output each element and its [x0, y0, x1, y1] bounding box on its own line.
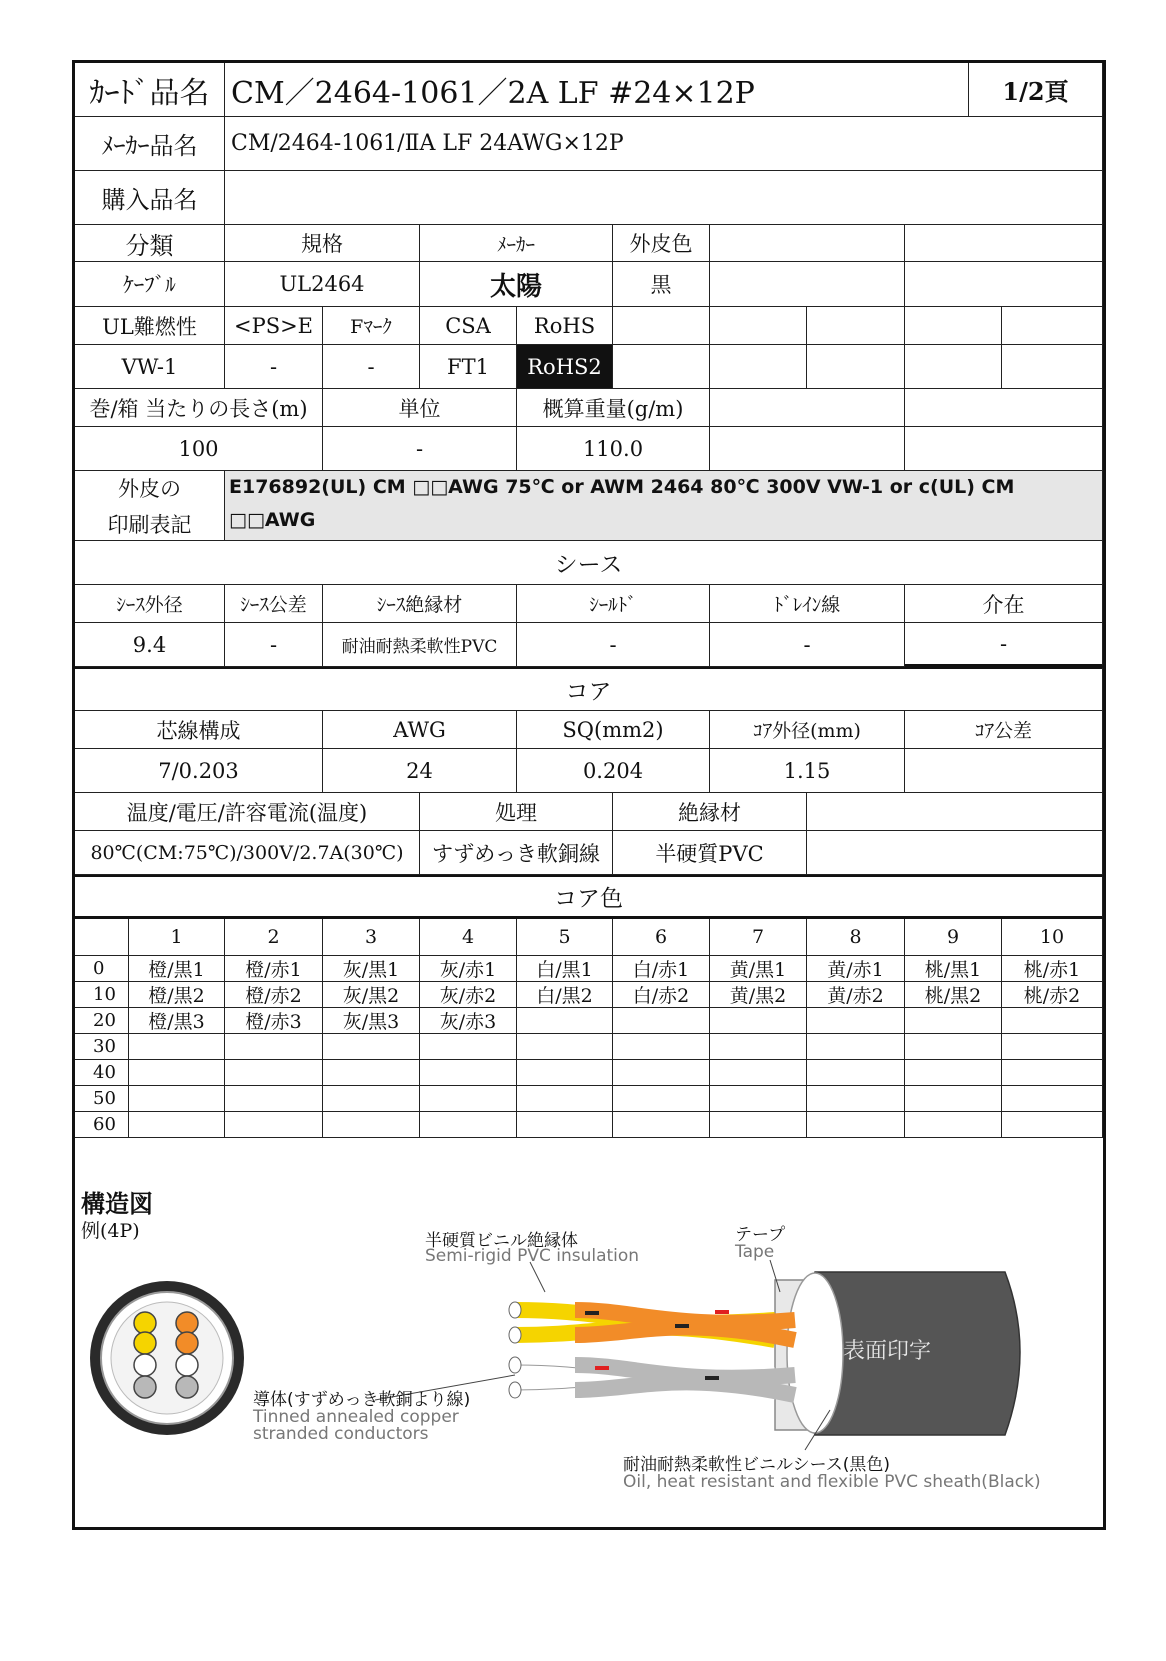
- color-cell: [1002, 1060, 1103, 1086]
- drain-header: ﾄﾞﾚｲﾝ線: [710, 585, 905, 623]
- surface-print-label: 表面印字: [843, 1339, 932, 1364]
- color-cell: [905, 1034, 1002, 1060]
- core-od-value: 1.15: [710, 749, 905, 793]
- color-cell: 桃/赤2: [1002, 982, 1103, 1008]
- printing-value: [225, 471, 1103, 541]
- color-col-header: 7: [710, 919, 807, 956]
- color-cell: [1002, 1008, 1103, 1034]
- fmark-header: Fﾏｰｸ: [323, 307, 420, 345]
- sheath-title: シース: [75, 541, 1103, 585]
- blank-cell: [905, 307, 1002, 345]
- color-cell: [225, 1086, 323, 1112]
- color-cell: [225, 1060, 323, 1086]
- color-cell: 灰/黒3: [323, 1008, 420, 1034]
- color-cell: 白/黒1: [517, 956, 613, 982]
- drain-value: -: [710, 623, 905, 667]
- color-cell: [807, 1112, 905, 1138]
- color-cell: [613, 1086, 710, 1112]
- sheath-tol-header: ｼｰｽ公差: [225, 585, 323, 623]
- rohs-value: RoHS2: [517, 345, 613, 389]
- color-cell: 白/赤1: [613, 956, 710, 982]
- color-cell: [129, 1086, 225, 1112]
- weight-value: 110.0: [517, 427, 710, 471]
- color-row-label: 0: [75, 956, 129, 982]
- maker-name-value: CM/2464-1061/ⅡA LF 24AWG×12P: [225, 117, 1103, 171]
- shield-value: -: [517, 623, 710, 667]
- color-cell: 橙/赤2: [225, 982, 323, 1008]
- structure-title: 構造図: [81, 1189, 153, 1218]
- purchase-name-label: 購入品名: [75, 171, 225, 225]
- sq-value: 0.204: [517, 749, 710, 793]
- color-cell: 白/黒2: [517, 982, 613, 1008]
- color-cell: [710, 1034, 807, 1060]
- temp-value: 80℃(CM:75℃)/300V/2.7A(30℃): [75, 831, 420, 875]
- unit-header: 単位: [323, 389, 517, 427]
- color-col-header: 3: [323, 919, 420, 956]
- color-col-header: 9: [905, 919, 1002, 956]
- awg-value: 24: [323, 749, 517, 793]
- color-cell: 黄/赤2: [807, 982, 905, 1008]
- maker-value: 太陽: [420, 262, 613, 307]
- sheath-tol-value: -: [225, 623, 323, 667]
- insulation-value: 半硬質PVC: [613, 831, 807, 875]
- sheath-ins-value: 耐油耐熱柔軟性PVC: [323, 623, 517, 667]
- color-cell: 橙/黒3: [129, 1008, 225, 1034]
- blank-cell: [807, 345, 905, 389]
- color-cell: 桃/黒2: [905, 982, 1002, 1008]
- color-cell: 桃/黒1: [905, 956, 1002, 982]
- pse-header: <PS>E: [225, 307, 323, 345]
- color-cell: [129, 1112, 225, 1138]
- color-cell: [517, 1060, 613, 1086]
- tape-label-en: Tape: [735, 1242, 775, 1262]
- strand-header: 芯線構成: [75, 711, 323, 749]
- structure-diagram: [75, 1180, 1103, 1527]
- color-cell: [323, 1112, 420, 1138]
- ul-flame-value: VW-1: [75, 345, 225, 389]
- color-cell: [613, 1008, 710, 1034]
- color-cell: [420, 1086, 517, 1112]
- blank-cell: [1002, 345, 1103, 389]
- insulation-header: 絶縁材: [613, 793, 807, 831]
- blank-cell: [710, 345, 807, 389]
- sheath-od-value: 9.4: [75, 623, 225, 667]
- color-cell: [129, 1034, 225, 1060]
- color-cell: [807, 1034, 905, 1060]
- color-cell: [613, 1034, 710, 1060]
- color-cell: [420, 1112, 517, 1138]
- printing-label-line1: 外皮の: [118, 476, 181, 501]
- color-col-header: 10: [1002, 919, 1103, 956]
- bunrui-value: ｹｰﾌﾞﾙ: [75, 262, 225, 307]
- kikaku-value: UL2464: [225, 262, 420, 307]
- color-cell: 黄/黒1: [710, 956, 807, 982]
- fmark-value: -: [323, 345, 420, 389]
- conductor-label-en1: Tinned annealed copper: [253, 1407, 459, 1427]
- sheath-color-value: 黒: [613, 262, 710, 307]
- blank-cell: [807, 307, 905, 345]
- blank-cell: [710, 427, 905, 471]
- color-cell: 灰/赤3: [420, 1008, 517, 1034]
- filler-value: -: [905, 623, 1103, 667]
- cross-section: [90, 1281, 244, 1435]
- color-cell: [905, 1086, 1002, 1112]
- color-cell: [613, 1060, 710, 1086]
- sheath-label-en: Oil, heat resistant and flexible PVC sheath(Black): [623, 1472, 1041, 1492]
- insulation-label-en: Semi-rigid PVC insulation: [425, 1246, 640, 1266]
- color-cell: [420, 1060, 517, 1086]
- color-cell: [517, 1086, 613, 1112]
- blank-cell: [710, 389, 905, 427]
- printing-label-line2: 印刷表記: [107, 512, 192, 537]
- blank-cell: [710, 225, 905, 262]
- treatment-header: 処理: [420, 793, 613, 831]
- color-cell: 橙/赤1: [225, 956, 323, 982]
- rohs-header: RoHS: [517, 307, 613, 345]
- core-tol-value: [905, 749, 1103, 793]
- cable-side-view: [509, 1272, 1020, 1435]
- printing-line1: E176892(UL) CM □□AWG 75℃ or AWM 2464 80℃ 300V VW-1 or c(UL) CM □□AWG: [229, 476, 1015, 531]
- blank-cell: [905, 225, 1103, 262]
- core-tol-header: ｺｱ公差: [905, 711, 1103, 749]
- color-row-label: 60: [75, 1112, 129, 1138]
- color-cell: 黄/赤1: [807, 956, 905, 982]
- color-cell: [710, 1086, 807, 1112]
- color-cell: 灰/黒2: [323, 982, 420, 1008]
- leader-line: [530, 1262, 545, 1292]
- color-cell: [1002, 1086, 1103, 1112]
- color-col-header: 8: [807, 919, 905, 956]
- color-cell: [129, 1060, 225, 1086]
- csa-header: CSA: [420, 307, 517, 345]
- tape-label-jp: テープ: [735, 1225, 786, 1245]
- color-row-label: 40: [75, 1060, 129, 1086]
- sq-header: SQ(mm2): [517, 711, 710, 749]
- color-cell: 黄/黒2: [710, 982, 807, 1008]
- color-cell: [807, 1060, 905, 1086]
- color-row-label: 10: [75, 982, 129, 1008]
- blank-cell: [710, 307, 807, 345]
- page-number: 1/2頁: [969, 63, 1103, 117]
- color-cell: [807, 1086, 905, 1112]
- color-row-label: 50: [75, 1086, 129, 1112]
- length-value: 100: [75, 427, 323, 471]
- blank-cell: [905, 262, 1103, 307]
- strand-value: 7/0.203: [75, 749, 323, 793]
- color-cell: 白/赤2: [613, 982, 710, 1008]
- core-title: コア: [75, 667, 1103, 711]
- color-cell: [710, 1060, 807, 1086]
- color-cell: [517, 1034, 613, 1060]
- maker-header: ﾒｰｶｰ: [420, 225, 613, 262]
- blank-cell: [905, 427, 1103, 471]
- color-cell: [1002, 1112, 1103, 1138]
- maker-name-label: ﾒｰｶｰ品名: [75, 117, 225, 171]
- blank-cell: [905, 389, 1103, 427]
- color-cell: 橙/黒2: [129, 982, 225, 1008]
- awg-header: AWG: [323, 711, 517, 749]
- color-cell: 灰/赤1: [420, 956, 517, 982]
- treatment-value: すずめっき軟銅線: [420, 831, 613, 875]
- blank-cell: [807, 831, 1103, 875]
- card-name-value: CM／2464-1061／2A LF #24×12P: [225, 63, 969, 117]
- blank-cell: [1002, 307, 1103, 345]
- blank-cell: [613, 307, 710, 345]
- color-cell: [323, 1060, 420, 1086]
- filler-header: 介在: [905, 585, 1103, 623]
- blank-cell: [710, 262, 905, 307]
- shield-header: ｼｰﾙﾄﾞ: [517, 585, 710, 623]
- color-cell: [905, 1112, 1002, 1138]
- blank-cell: [807, 793, 1103, 831]
- blank-cell: [613, 345, 710, 389]
- color-cell: [905, 1008, 1002, 1034]
- conductor-label-jp: 導体(すずめっき軟銅より線): [253, 1390, 471, 1410]
- color-cell: [225, 1112, 323, 1138]
- sheath-color-header: 外皮色: [613, 225, 710, 262]
- insulation-label-jp: 半硬質ビニル絶縁体: [425, 1231, 578, 1251]
- color-cell: 灰/黒1: [323, 956, 420, 982]
- color-col-header: 6: [613, 919, 710, 956]
- color-cell: 橙/黒1: [129, 956, 225, 982]
- spec-sheet: [72, 60, 1106, 1530]
- pse-value: -: [225, 345, 323, 389]
- card-name-label: ｶｰﾄﾞ品名: [75, 63, 225, 117]
- color-cell: [420, 1034, 517, 1060]
- purchase-name-value: [225, 171, 1103, 225]
- color-row-label: 20: [75, 1008, 129, 1034]
- color-cell: [710, 1008, 807, 1034]
- color-cell: [1002, 1034, 1103, 1060]
- color-cell: [517, 1008, 613, 1034]
- core-color-title: コア色: [75, 875, 1103, 919]
- color-cell: [807, 1008, 905, 1034]
- length-header: 巻/箱 当たりの長さ(m): [75, 389, 323, 427]
- color-cell: 灰/赤2: [420, 982, 517, 1008]
- color-cell: [225, 1034, 323, 1060]
- sheath-od-header: ｼｰｽ外径: [75, 585, 225, 623]
- structure-subtitle: 例(4P): [81, 1220, 140, 1242]
- bunrui-header: 分類: [75, 225, 225, 262]
- core-od-header: ｺｱ外径(mm): [710, 711, 905, 749]
- color-cell: [323, 1034, 420, 1060]
- kikaku-header: 規格: [225, 225, 420, 262]
- color-cell: [323, 1086, 420, 1112]
- color-cell: [905, 1060, 1002, 1086]
- csa-value: FT1: [420, 345, 517, 389]
- color-cell: [710, 1112, 807, 1138]
- color-col-header: 2: [225, 919, 323, 956]
- unit-value: -: [323, 427, 517, 471]
- color-cell: 桃/赤1: [1002, 956, 1103, 982]
- color-cell: 橙/赤3: [225, 1008, 323, 1034]
- sheath-ins-header: ｼｰｽ絶縁材: [323, 585, 517, 623]
- printing-label: [75, 471, 225, 541]
- color-cell: [517, 1112, 613, 1138]
- ul-flame-header: UL難燃性: [75, 307, 225, 345]
- color-col-header: 5: [517, 919, 613, 956]
- sheath-label-jp: 耐油耐熱柔軟性ビニルシース(黒色): [623, 1455, 890, 1475]
- color-col-header: 1: [129, 919, 225, 956]
- conductor-label-en2: stranded conductors: [253, 1424, 429, 1444]
- blank-cell: [905, 345, 1002, 389]
- color-table-corner: [75, 919, 129, 956]
- color-row-label: 30: [75, 1034, 129, 1060]
- weight-header: 概算重量(g/m): [517, 389, 710, 427]
- color-cell: [613, 1112, 710, 1138]
- color-col-header: 4: [420, 919, 517, 956]
- temp-header: 温度/電圧/許容電流(温度): [75, 793, 420, 831]
